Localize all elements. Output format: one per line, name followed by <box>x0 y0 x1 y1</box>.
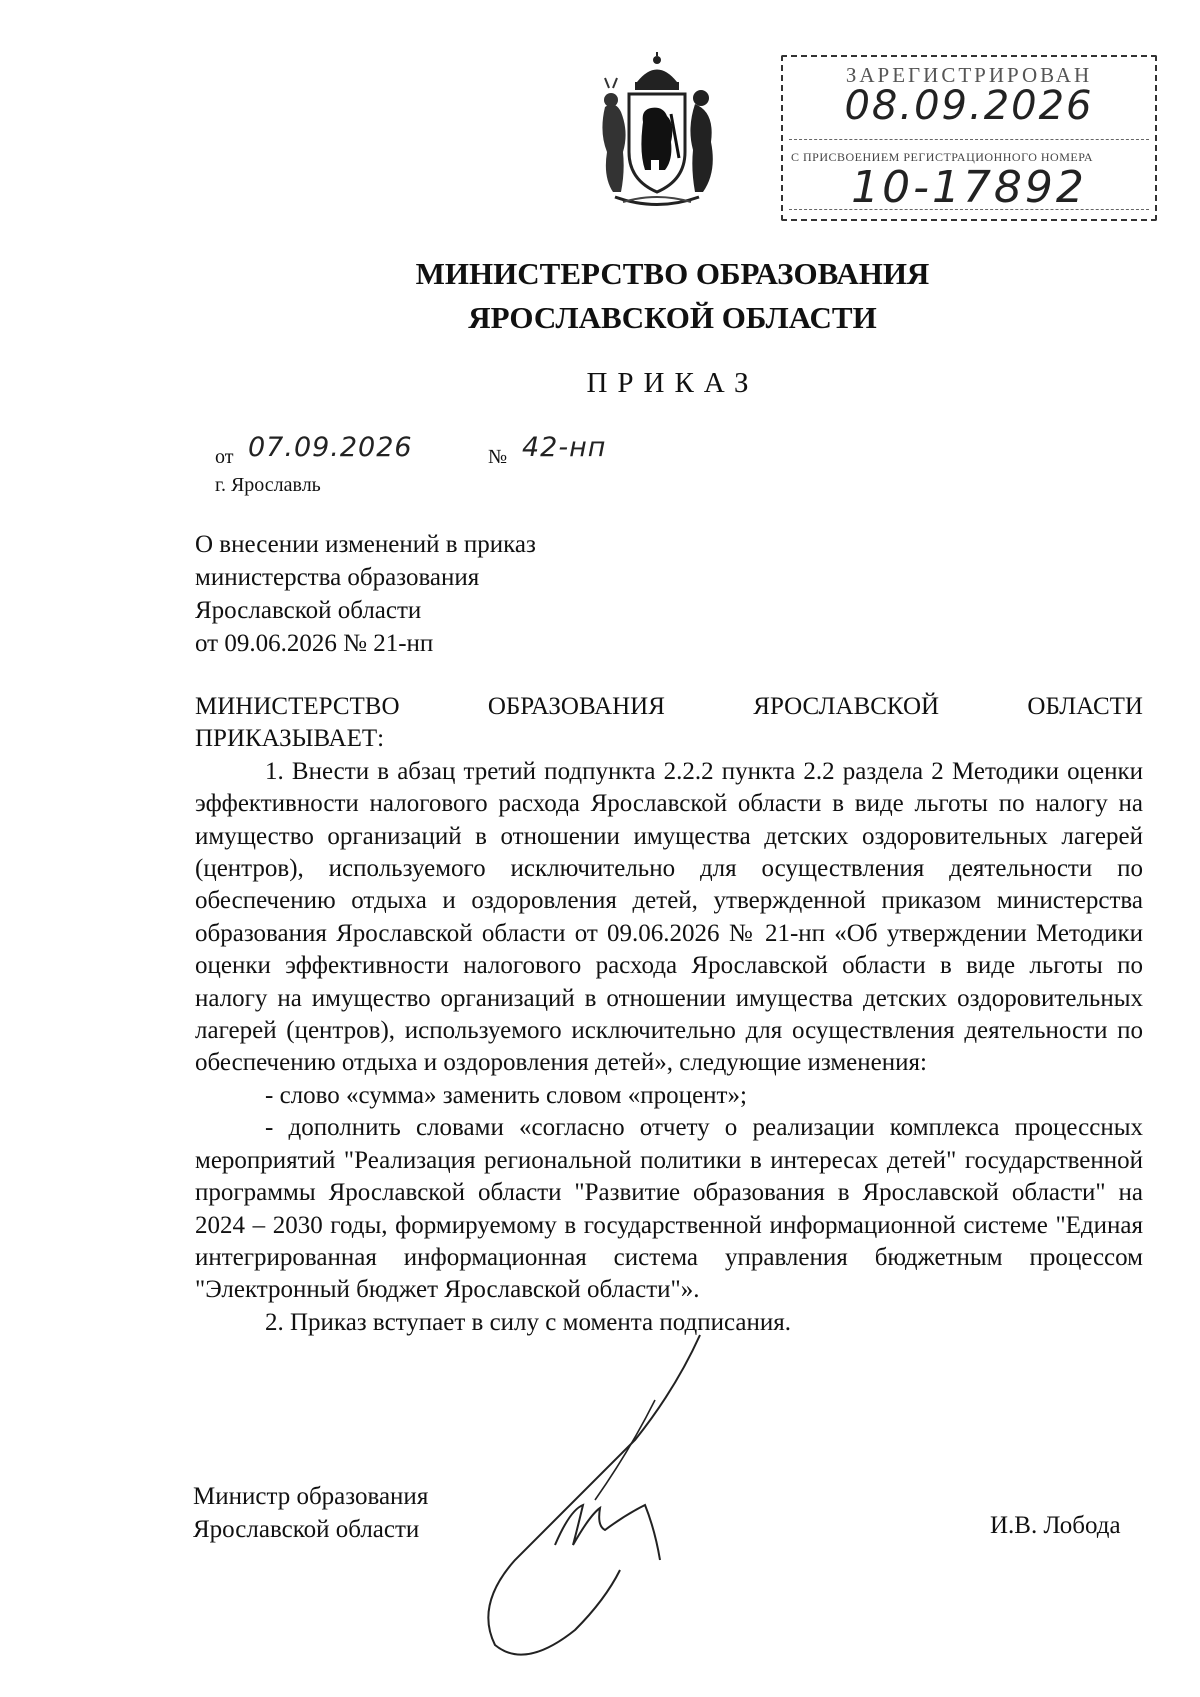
stamp-divider <box>789 209 1149 211</box>
signatory-name: И.В. Лобода <box>990 1512 1121 1539</box>
date-label: от <box>215 446 234 468</box>
registration-stamp <box>781 55 1157 221</box>
stamp-caption: С ПРИСВОЕНИЕМ РЕГИСТРАЦИОННОГО НОМЕРА <box>791 150 1094 164</box>
stamp-date: 08.09.2026 <box>844 83 1094 129</box>
stamp-header: ЗАРЕГИСТРИРОВАН <box>845 63 1093 87</box>
city: г. Ярославль <box>215 474 321 496</box>
paragraph-item-1a: - слово «сумма» заменить словом «процент»; <box>265 1081 747 1109</box>
order-number: 42-нп <box>522 432 607 463</box>
document-subject <box>195 528 645 660</box>
paragraph-item-1b: - дополнить словами «согласно отчету о реализации комплекса процессных мероприятий "Реализация региональной политики в интересах детей" государственной программы Ярославской области "Развитие образования в Ярославской области" на 2024 – 2030 годы, формируемому в государственной информационной системе "Единая интегрированная информационная система управления бюджетным процессом "Электронный бюджет Ярославской области"». <box>195 1114 1143 1304</box>
ministry-title-line1: МИНИСТЕРСТВО ОБРАЗОВАНИЯ <box>415 256 930 291</box>
number-label: № <box>488 446 508 468</box>
preamble: МИНИСТЕРСТВО ОБРАЗОВАНИЯ ЯРОСЛАВСКОЙ ОБЛАСТИ <box>195 693 1143 720</box>
subject-line: О внесении изменений в приказ <box>195 531 536 558</box>
position-line: Министр образования <box>193 1483 429 1510</box>
subject-line: министерства образования <box>195 564 480 591</box>
subject-line: от 09.06.2026 № 21-нп <box>195 630 434 657</box>
order-date: 07.09.2026 <box>248 432 413 463</box>
stamp-number: 10-17892 <box>851 162 1087 213</box>
coat-of-arms-icon <box>595 52 720 212</box>
position-line: Ярославской области <box>193 1516 420 1543</box>
stamp-divider <box>789 139 1149 141</box>
order-word: ПРИКАЗЫВАЕТ: <box>195 725 385 753</box>
document-body <box>195 691 1143 1339</box>
document-type: ПРИКАЗ <box>586 367 759 399</box>
paragraph-item-1: 1. Внести в абзац третий подпункта 2.2.2 пункта 2.2 раздела 2 Методики оценки эффективности налогового расхода Ярославской области в виде льготы по налогу на имущество организаций в отношении имущества детских оздоровительных лагерей (центров), используемого исключительно для осуществления деятельности по обеспечению отдыха и оздоровления детей, утвержденной приказом министерства образования Ярославской области от 09.06.2026 № 21-нп «Об утверждении Методики оценки эффективности налогового расхода Ярославской области в виде льготы по налогу на имущество организаций в отношении имущества детских оздоровительных лагерей (центров), используемого исключительно для осуществления деятельности по обеспечению отдыха и оздоровления детей», следующие изменения: <box>195 757 1143 1077</box>
subject-line: Ярославской области <box>195 597 422 624</box>
paragraph-item-2: 2. Приказ вступает в силу с момента подписания. <box>265 1308 791 1336</box>
ministry-title-line2: ЯРОСЛАВСКОЙ ОБЛАСТИ <box>468 300 877 335</box>
handwritten-signature <box>455 1330 755 1670</box>
